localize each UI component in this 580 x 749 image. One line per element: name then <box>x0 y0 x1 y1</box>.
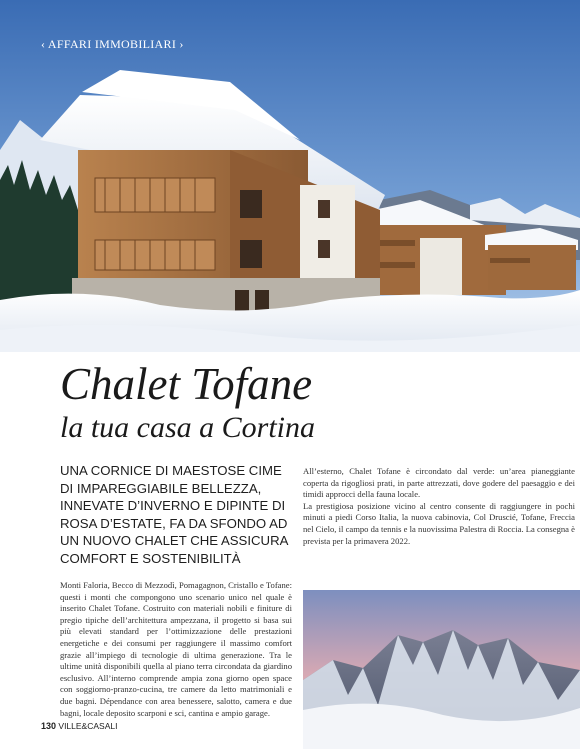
article-title: Chalet Tofane <box>60 359 313 409</box>
section-tag: ‹ AFFARI IMMOBILIARI › <box>41 37 184 51</box>
article-lead: UNA CORNICE DI MAESTOSE CIME DI IMPAREGGIABILE BELLEZZA, INNEVATE D’INVERNO E DIPINTE DI ROSA D’ESTATE, FA DA SFONDO AD UN NUOVO CHALET CHE ASSICURA COMFORT E SOSTENIBILITÀ <box>60 463 288 566</box>
article-body-right <box>303 466 575 547</box>
article-subtitle: la tua casa a Cortina <box>60 411 316 444</box>
page-footer <box>41 721 117 731</box>
hero-photo-chalet <box>0 0 580 352</box>
mountain-photo <box>303 590 580 749</box>
page-number: 130 <box>41 721 57 731</box>
magazine-name: VILLE&CASALI <box>58 721 118 731</box>
article-body-left: Monti Faloria, Becco di Mezzodì, Pomagagnon, Cristallo e Tofane: questi i monti che compongono uno scenario unico nel quale è inserito Chalet Tofane. Costruito con materiali nobili e finiture di pregio tipiche dell’architettura ampezzana, il progetto si basa sui più elevati standard per l’ottimizzazione delle prestazioni energetiche e dei consumi per raggiungere il massimo comfort grazie all’impiego di tecnologie di ultima generazione. Tra le ultime unità disponibili quella al piano terra circondata da giardino esclusivo. All’interno comprende ampia zona giorno open space con soggiorno-pranzo-cucina, tre camere da letto matrimoniali e due bagni. Dépendance con area benessere, salotto, camera e due bagni, locale deposito scarponi e sci, cantina e ampio garage. <box>60 580 292 718</box>
body-paragraph: La prestigiosa posizione vicino al centro consente di raggiungere in pochi minuti a piedi Corso Italia, la nuova cabinovia, Col Druscié, Tofane, Freccia nel Cielo, il campo da tennis e la nuovissima Palestra di Roccia. La consegna è prevista per la primavera 2022. <box>303 500 575 546</box>
body-paragraph: All’esterno, Chalet Tofane è circondato dal verde: un’area pianeggiante coperta da rigogliosi prati, in parte attrezzati, dove godere del paesaggio e dei timidi approcci della fauna locale. <box>303 466 575 500</box>
